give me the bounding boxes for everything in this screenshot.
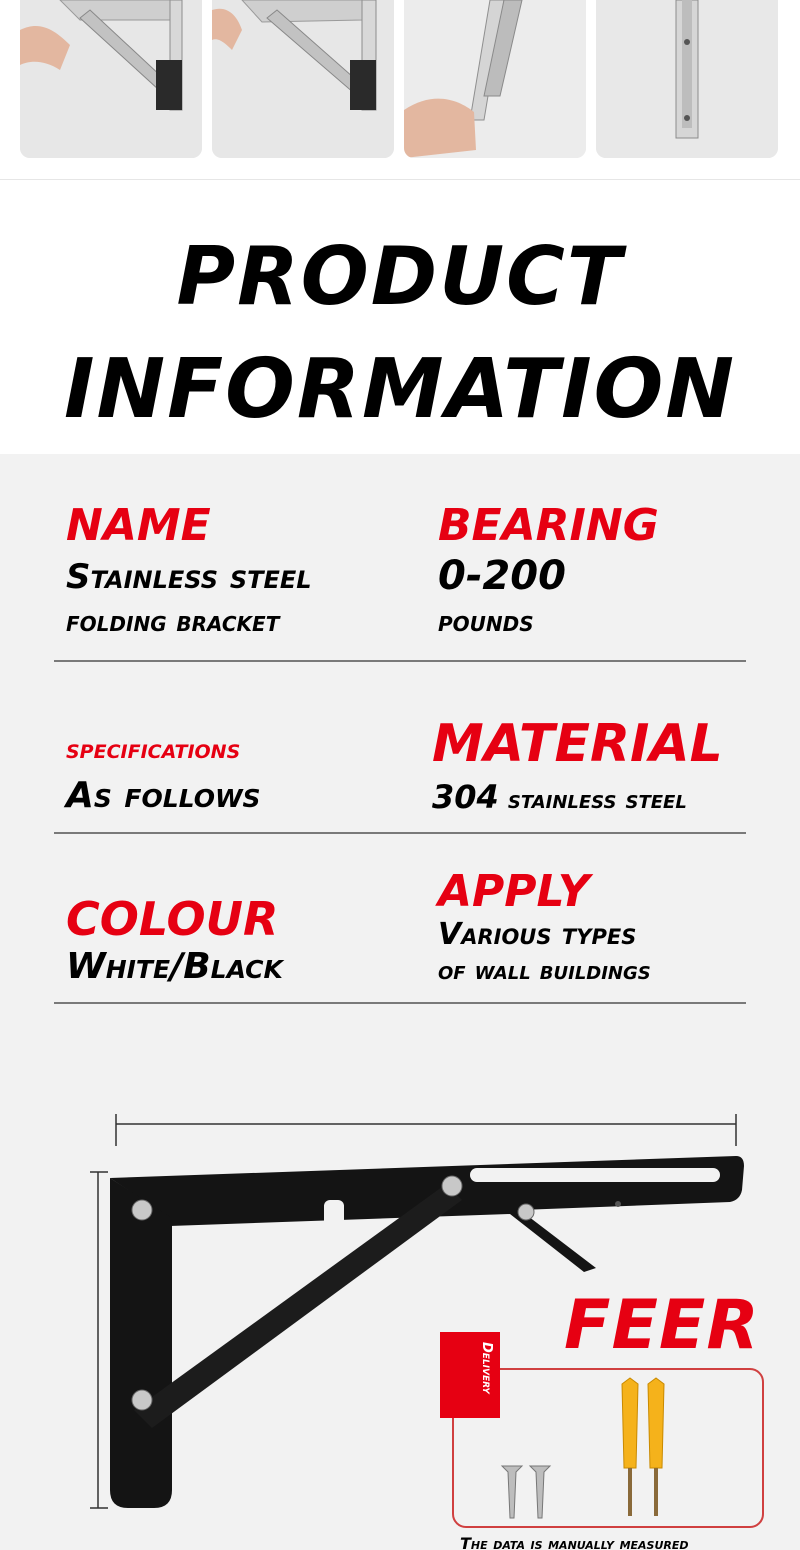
spec-material-label: MATERIAL bbox=[432, 714, 723, 774]
spec-name-value-line1: Stainless steel bbox=[66, 557, 312, 597]
spec-row-3 bbox=[54, 864, 746, 1004]
measurement-footnote: The data is manually measured bbox=[460, 1534, 689, 1550]
spec-material-value-number: 304 bbox=[432, 778, 499, 816]
hardware-set bbox=[452, 1368, 764, 1528]
spec-specifications bbox=[66, 706, 426, 816]
spec-apply-value-line1: Various types bbox=[438, 917, 637, 952]
spec-specifications-value: As follows bbox=[66, 775, 261, 816]
spec-row-2 bbox=[54, 706, 746, 834]
spec-bearing-label: BEARING bbox=[438, 500, 659, 551]
spec-specifications-label: specifications bbox=[66, 734, 241, 765]
screw-icon bbox=[502, 1466, 550, 1518]
dimension-line-vertical bbox=[90, 1172, 108, 1508]
spec-colour-label: COLOUR bbox=[66, 892, 279, 946]
thumbnail-4[interactable] bbox=[596, 0, 778, 158]
spec-bearing-value-line2: pounds bbox=[438, 605, 534, 638]
spec-bearing-value-line1: 0-200 bbox=[438, 553, 566, 599]
spec-apply-value-line2: of wall buildings bbox=[438, 956, 651, 986]
bracket-photo-4 bbox=[596, 0, 778, 158]
spec-name-label: NAME bbox=[66, 500, 211, 551]
spec-apply bbox=[438, 864, 748, 986]
spec-bearing bbox=[438, 498, 748, 638]
product-information-heading bbox=[0, 182, 800, 454]
thumbnail-1[interactable] bbox=[20, 0, 202, 158]
spec-material bbox=[432, 706, 742, 816]
spec-row-1 bbox=[54, 498, 746, 662]
dimension-line-horizontal bbox=[116, 1114, 736, 1146]
spec-material-value-text: stainless steel bbox=[507, 785, 687, 815]
spec-apply-label: APPLY bbox=[438, 866, 590, 917]
thumbnail-2[interactable] bbox=[212, 0, 394, 158]
thumbnail-3[interactable] bbox=[404, 0, 586, 158]
spec-name-value-line2: folding bracket bbox=[66, 605, 280, 638]
heading-line-information: INFORMATION bbox=[64, 342, 736, 437]
spec-colour bbox=[66, 864, 426, 987]
thumbnail-strip bbox=[0, 0, 800, 180]
bracket-photo-1 bbox=[20, 0, 202, 158]
spec-material-value bbox=[432, 778, 742, 816]
wall-anchor-icon bbox=[622, 1378, 664, 1516]
bracket-photo-2 bbox=[212, 0, 394, 158]
feer-title: FEER bbox=[564, 1286, 760, 1365]
bracket-photo-3 bbox=[404, 0, 586, 158]
spec-colour-value: White/Black bbox=[66, 946, 283, 987]
delivery-label: Delivery bbox=[479, 1342, 494, 1394]
heading-line-product: PRODUCT bbox=[176, 230, 624, 323]
spec-name bbox=[66, 498, 426, 638]
